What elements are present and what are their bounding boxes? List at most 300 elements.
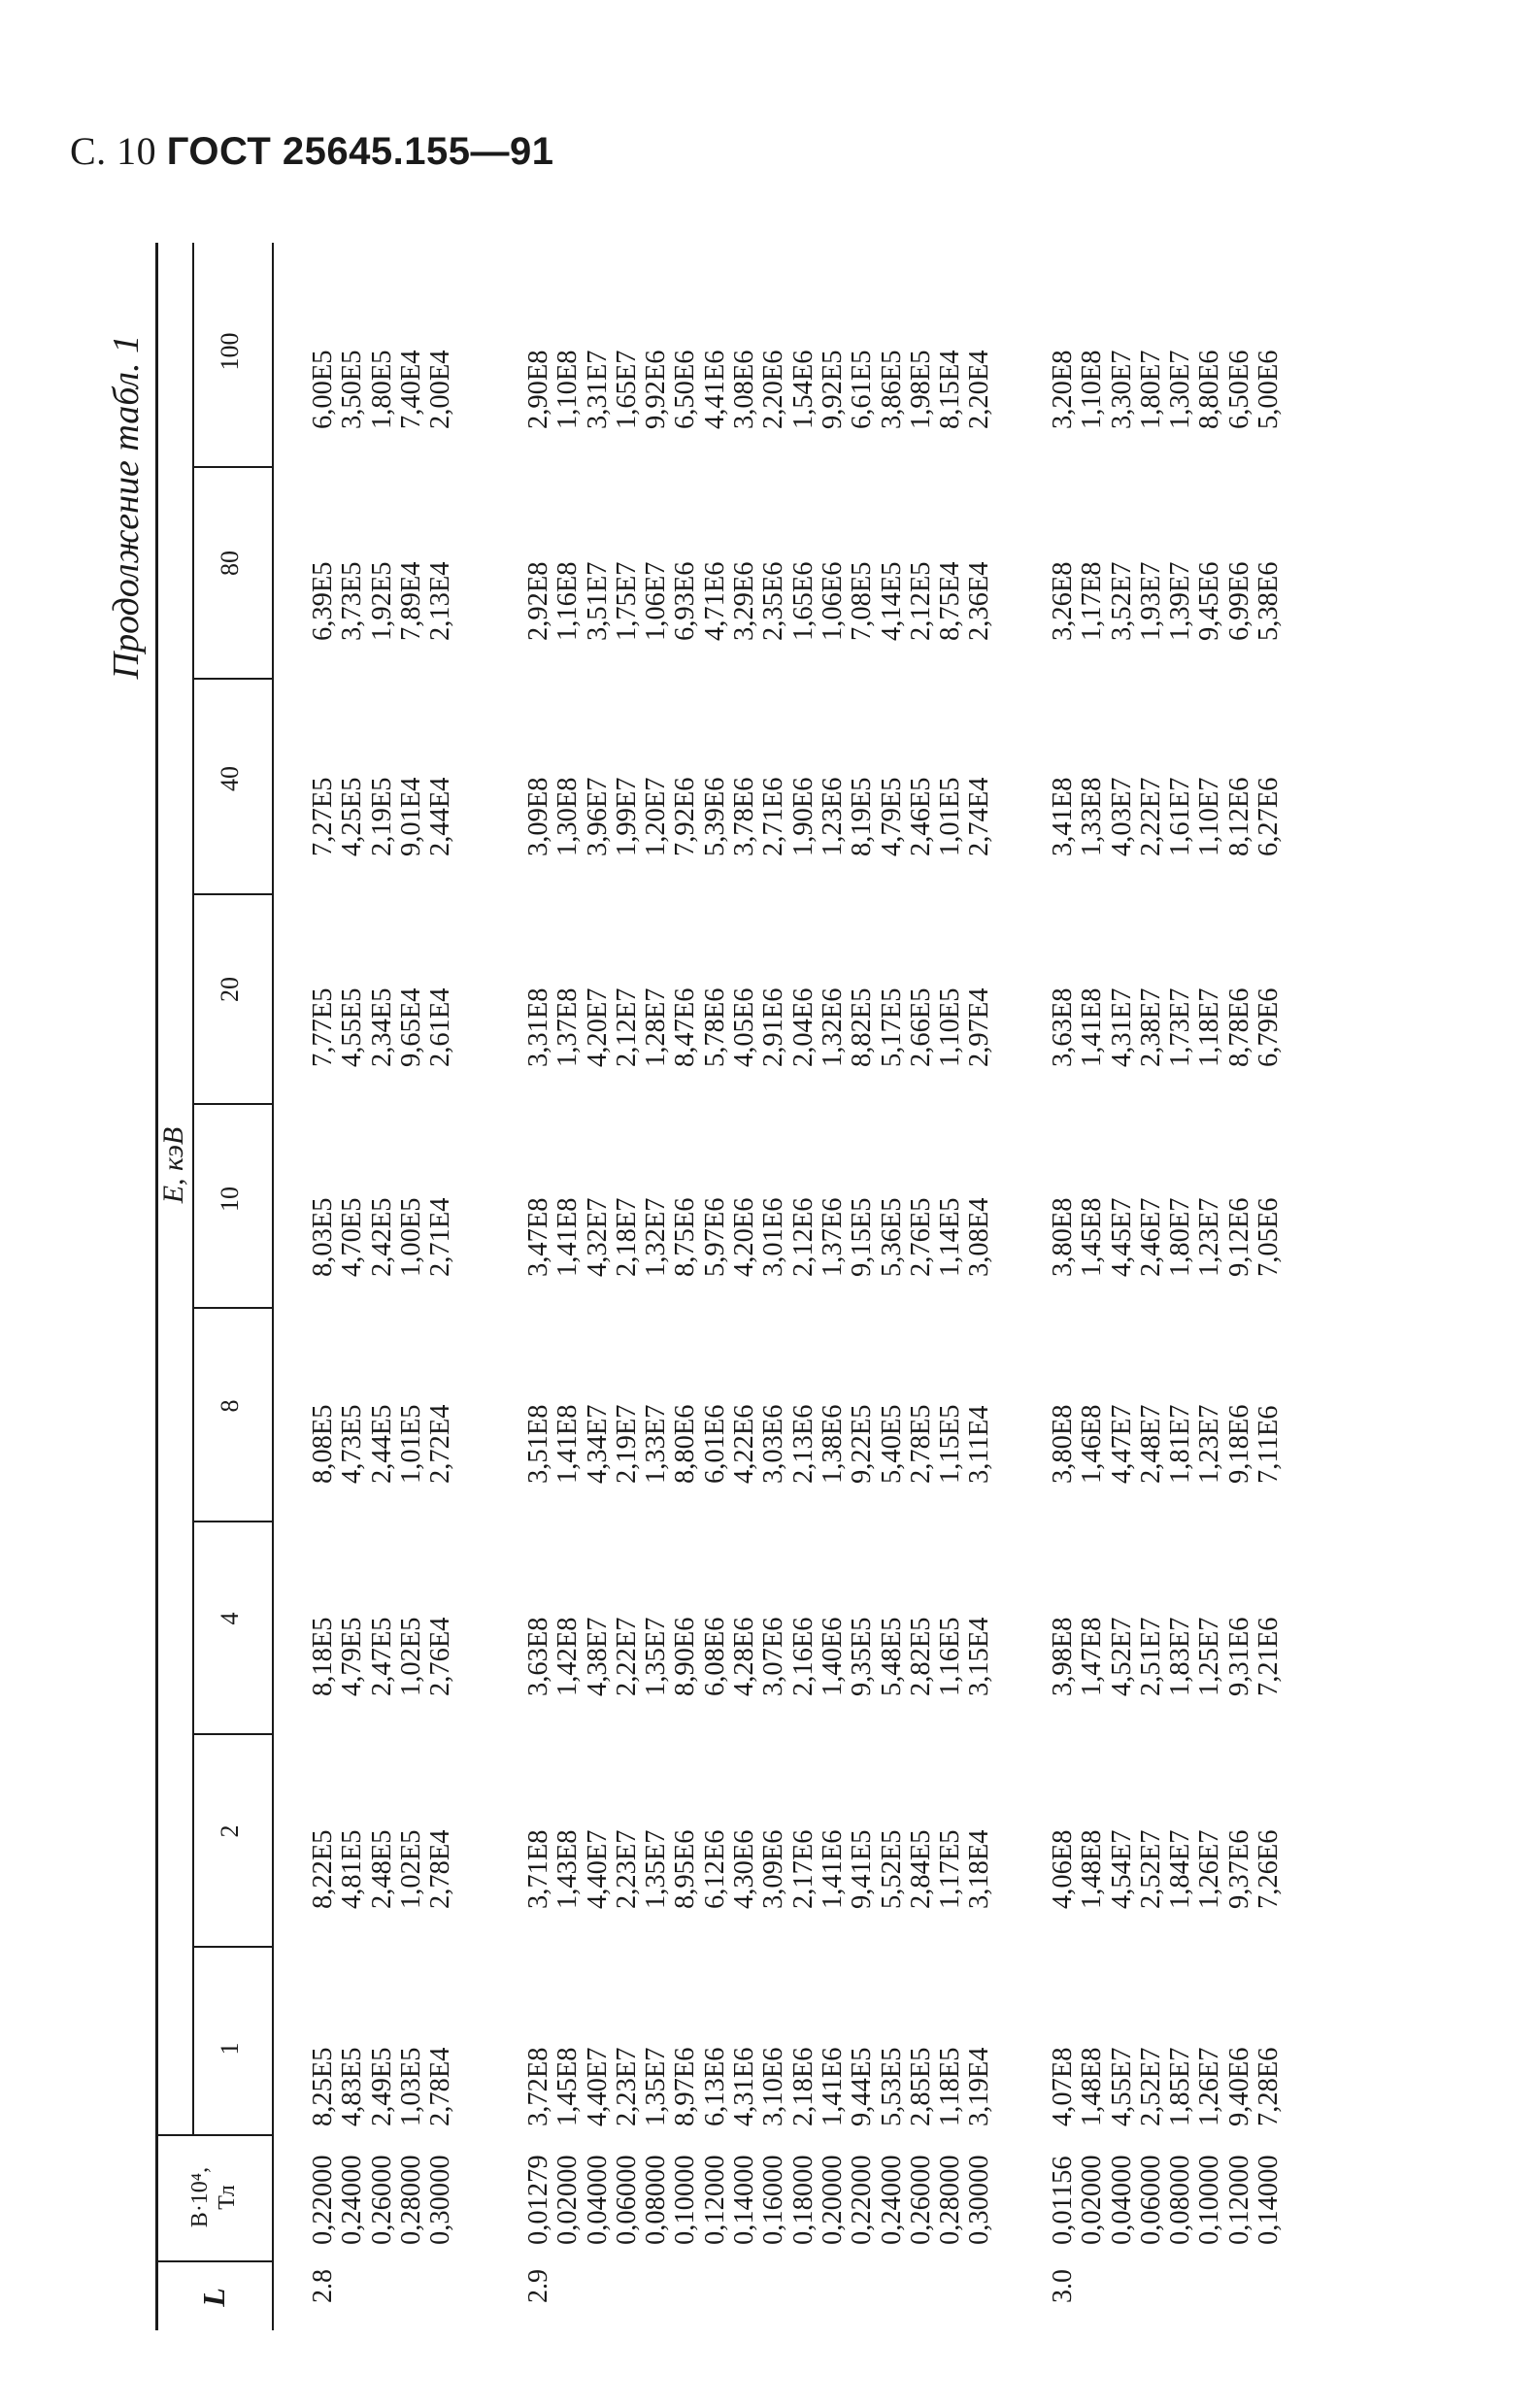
table-cell: 3,19E4 (964, 2047, 995, 2126)
table-cell: 4,55E5 (337, 987, 368, 1067)
table-cell: 4,81E5 (337, 1829, 368, 1909)
b-value: 0,30000 (425, 2155, 456, 2245)
table-cell: 5,36E5 (876, 1197, 907, 1277)
rule-b-e (155, 2134, 272, 2136)
table-cell: 1,48E8 (1077, 2047, 1108, 2126)
table-cell: 4,22E6 (729, 1404, 760, 1484)
table-cell: 1,99E7 (611, 777, 642, 856)
table-cell: 1,03E5 (395, 2047, 426, 2126)
energy-header-40: 40 (216, 766, 244, 791)
table-cell: 2,12E6 (787, 1197, 819, 1277)
table-cell: 2,20E6 (758, 350, 789, 429)
b-value: 0,14000 (1253, 2155, 1285, 2245)
table-cell: 2,19E5 (366, 777, 397, 856)
table-cell: 6,39E5 (308, 561, 338, 641)
table-cell: 3,26E8 (1048, 561, 1078, 641)
table-cell: 2,23E7 (611, 2047, 642, 2126)
table-top-rule (155, 243, 158, 2330)
table-cell: 3,51E8 (523, 1404, 553, 1484)
table-cell: 4,54E7 (1106, 1829, 1137, 1909)
table-cell: 3,63E8 (523, 1617, 553, 1696)
table-cell: 3,20E8 (1048, 350, 1078, 429)
table-caption: Продолжение табл. 1 (106, 335, 147, 680)
b-value: 0,30000 (964, 2155, 995, 2245)
table-cell: 1,26E7 (1194, 1829, 1225, 1909)
table-cell: 4,34E7 (582, 1404, 613, 1484)
table-cell: 8,80E6 (1194, 350, 1225, 429)
value-column-e-40 (524, 777, 995, 856)
energy-header-1: 1 (216, 2042, 244, 2056)
table-cell: 7,21E6 (1253, 1617, 1285, 1696)
table-cell: 2,44E5 (366, 1404, 397, 1484)
table-cell: 3,08E4 (964, 1197, 995, 1277)
table-cell: 2,18E6 (787, 2047, 819, 2126)
table-cell: 9,41E5 (847, 1829, 878, 1909)
table-cell: 6,12E6 (699, 1829, 730, 1909)
table-cell: 4,14E5 (876, 561, 907, 641)
table-cell: 2,78E4 (425, 2047, 456, 2126)
table-cell: 1,39E7 (1165, 561, 1196, 641)
table-cell: 9,65E4 (395, 987, 426, 1067)
table-cell: 5,53E5 (876, 2047, 907, 2126)
table-cell: 4,41E6 (699, 350, 730, 429)
table-cell: 2,49E5 (366, 2047, 397, 2126)
table-cell: 3,98E8 (1048, 1617, 1078, 1696)
table-cell: 3,31E7 (582, 350, 613, 429)
header-b (186, 2144, 241, 2251)
table-cell: 1,26E7 (1194, 2047, 1225, 2126)
table-cell: 4,20E6 (729, 1197, 760, 1277)
value-column-e-2 (1049, 1829, 1284, 1909)
table-cell: 3,96E7 (582, 777, 613, 856)
table-cell: 4,79E5 (337, 1617, 368, 1696)
table-cell: 1,75E7 (611, 561, 642, 641)
b-value: 0,04000 (582, 2155, 613, 2245)
table-cell: 1,73E7 (1165, 987, 1196, 1067)
table-cell: 2,38E7 (1135, 987, 1166, 1067)
table-cell: 2,71E6 (758, 777, 789, 856)
table-cell: 4,06E8 (1048, 1829, 1078, 1909)
table-cell: 1,46E8 (1077, 1404, 1108, 1484)
table-cell: 4,28E6 (729, 1617, 760, 1696)
table-cell: 3,41E8 (1048, 777, 1078, 856)
b-value: 0,20000 (817, 2155, 848, 2245)
energy-column-rule (194, 466, 272, 468)
table-cell: 1,06E6 (817, 561, 848, 641)
energy-column-rule (194, 678, 272, 680)
rule-l-b (155, 2260, 272, 2262)
table-cell: 9,45E6 (1194, 561, 1225, 641)
table-cell: 1,41E8 (552, 1197, 584, 1277)
table-cell: 8,08E5 (308, 1404, 338, 1484)
group-l-value: 2.8 (308, 2269, 338, 2303)
table-cell: 1,43E8 (552, 1829, 584, 1909)
table-cell: 3,63E8 (1048, 987, 1078, 1067)
table-cell: 1,65E6 (787, 561, 819, 641)
table-cell: 1,01E5 (935, 777, 966, 856)
table-cell: 8,15E4 (935, 350, 966, 429)
table-cell: 4,55E7 (1106, 2047, 1137, 2126)
table-cell: 9,15E5 (847, 1197, 878, 1277)
table-cell: 4,31E7 (1106, 987, 1137, 1067)
table-cell: 4,03E7 (1106, 777, 1137, 856)
table-cell: 1,30E8 (552, 777, 584, 856)
table-cell: 1,85E7 (1165, 2047, 1196, 2126)
table-cell: 3,71E8 (523, 1829, 553, 1909)
table-cell: 1,35E7 (641, 2047, 672, 2126)
table-cell: 7,28E6 (1253, 2047, 1285, 2126)
table-cell: 2,36E4 (964, 561, 995, 641)
table-cell: 3,30E7 (1106, 350, 1137, 429)
table-cell: 8,75E4 (935, 561, 966, 641)
table-cell: 3,78E6 (729, 777, 760, 856)
value-column-e-100 (309, 350, 455, 429)
b-value: 0,01156 (1048, 2156, 1078, 2245)
b-column (524, 2155, 995, 2245)
table-cell: 1,23E7 (1194, 1404, 1225, 1484)
value-column-e-20 (1049, 987, 1284, 1067)
value-column-e-100 (1049, 350, 1284, 429)
value-column-e-8 (524, 1404, 995, 1484)
table-cell: 9,12E6 (1223, 1197, 1254, 1277)
table-cell: 2,16E6 (787, 1617, 819, 1696)
table-cell: 1,65E7 (611, 350, 642, 429)
table-cell: 4,30E6 (729, 1829, 760, 1909)
table-cell: 6,50E6 (1223, 350, 1254, 429)
table-cell: 1,45E8 (552, 2047, 584, 2126)
table-cell: 1,33E8 (1077, 777, 1108, 856)
table-cell: 2,97E4 (964, 987, 995, 1067)
energy-column-rule (194, 1946, 272, 1948)
table-cell: 1,32E7 (641, 1197, 672, 1277)
table-cell: 5,39E6 (699, 777, 730, 856)
energy-column-rule (194, 1521, 272, 1522)
b-value: 0,02000 (1077, 2155, 1108, 2245)
value-column-e-80 (309, 561, 455, 641)
b-value: 0,12000 (1223, 2155, 1254, 2245)
table-cell: 1,61E7 (1165, 777, 1196, 856)
b-value: 0,28000 (395, 2155, 426, 2245)
table-cell: 4,70E5 (337, 1197, 368, 1277)
table-cell: 5,52E5 (876, 1829, 907, 1909)
table-cell: 7,27E5 (308, 777, 338, 856)
table-cell: 3,51E7 (582, 561, 613, 641)
table-cell: 1,02E5 (395, 1829, 426, 1909)
table-cell: 1,30E7 (1165, 350, 1196, 429)
table-cell: 2,44E4 (425, 777, 456, 856)
table-cell: 4,47E7 (1106, 1404, 1137, 1484)
table-cell: 1,23E7 (1194, 1197, 1225, 1277)
table-cell: 2,82E5 (905, 1617, 936, 1696)
table-cell: 1,10E7 (1194, 777, 1225, 856)
value-column-e-2 (524, 1829, 995, 1909)
value-column-e-40 (1049, 777, 1284, 856)
energy-header-8: 8 (216, 1399, 244, 1413)
table-cell: 7,08E5 (847, 561, 878, 641)
table-cell: 3,10E6 (758, 2047, 789, 2126)
table-cell: 8,18E5 (308, 1617, 338, 1696)
table-cell: 3,73E5 (337, 561, 368, 641)
table-cell: 1,10E5 (935, 987, 966, 1067)
table-cell: 3,09E6 (758, 1829, 789, 1909)
table-cell: 1,33E7 (641, 1404, 672, 1484)
table-cell: 8,12E6 (1223, 777, 1254, 856)
table-cell: 7,11E6 (1253, 1405, 1285, 1484)
table-cell: 2,72E4 (425, 1404, 456, 1484)
table-cell: 2,85E5 (905, 2047, 936, 2126)
table-cell: 3,29E6 (729, 561, 760, 641)
value-column-e-2 (309, 1829, 455, 1909)
table-cell: 1,35E7 (641, 1617, 672, 1696)
table-cell: 1,41E8 (552, 1404, 584, 1484)
table-cell: 5,38E6 (1253, 561, 1285, 641)
table-cell: 1,54E6 (787, 350, 819, 429)
value-column-e-8 (1049, 1404, 1284, 1484)
table-cell: 3,80E8 (1048, 1404, 1078, 1484)
table-cell: 3,50E5 (337, 350, 368, 429)
table-cell: 8,47E6 (670, 987, 701, 1067)
table-cell: 1,38E6 (817, 1404, 848, 1484)
table-cell: 8,03E5 (308, 1197, 338, 1277)
table-cell: 1,17E5 (935, 1829, 966, 1909)
table-cell: 7,92E6 (670, 777, 701, 856)
table-cell: 5,78E6 (699, 987, 730, 1067)
b-column (1049, 2155, 1284, 2245)
b-value: 0,12000 (699, 2155, 730, 2245)
table-cell: 4,73E5 (337, 1404, 368, 1484)
table-cell: 6,79E6 (1253, 987, 1285, 1067)
table-cell: 8,82E5 (847, 987, 878, 1067)
table-cell: 2,78E5 (905, 1404, 936, 1484)
table-cell: 2,51E7 (1135, 1617, 1166, 1696)
table-cell: 8,19E5 (847, 777, 878, 856)
table-cell: 3,07E6 (758, 1617, 789, 1696)
value-column-e-10 (309, 1197, 455, 1277)
value-column-e-100 (524, 350, 995, 429)
value-column-e-1 (309, 2047, 455, 2126)
table-cell: 2,12E7 (611, 987, 642, 1067)
table-cell: 6,93E6 (670, 561, 701, 641)
table-cell: 1,40E6 (817, 1617, 848, 1696)
b-value: 0,06000 (611, 2155, 642, 2245)
energy-header-80: 80 (216, 551, 244, 576)
table-cell: 8,90E6 (670, 1617, 701, 1696)
energy-header-2: 2 (216, 1824, 244, 1838)
table-cell: 2,66E5 (905, 987, 936, 1067)
table-cell: 1,20E7 (641, 777, 672, 856)
table-cell: 1,37E8 (552, 987, 584, 1067)
table-cell: 2,52E7 (1135, 2047, 1166, 2126)
table-cell: 2,18E7 (611, 1197, 642, 1277)
table-cell: 2,78E4 (425, 1829, 456, 1909)
table-cell: 2,48E5 (366, 1829, 397, 1909)
table-cell: 8,97E6 (670, 2047, 701, 2126)
table-cell: 2,76E5 (905, 1197, 936, 1277)
table-cell: 1,02E5 (395, 1617, 426, 1696)
table-cell: 5,97E6 (699, 1197, 730, 1277)
table-cell: 6,00E5 (308, 350, 338, 429)
table-cell: 2,61E4 (425, 987, 456, 1067)
table-cell: 2,17E6 (787, 1829, 819, 1909)
value-column-e-1 (1049, 2047, 1284, 2126)
table-cell: 2,76E4 (425, 1617, 456, 1696)
value-column-e-4 (309, 1617, 455, 1696)
table-cell: 2,34E5 (366, 987, 397, 1067)
table-cell: 1,83E7 (1165, 1617, 1196, 1696)
table-cell: 1,32E6 (817, 987, 848, 1067)
table-cell: 7,40E4 (395, 350, 426, 429)
b-value: 0,24000 (337, 2155, 368, 2245)
table-cell: 1,10E8 (552, 350, 584, 429)
rotated-table-block (97, 243, 1452, 2408)
table-cell: 8,80E6 (670, 1404, 701, 1484)
table-cell: 2,46E5 (905, 777, 936, 856)
group-l-value: 2.9 (523, 2269, 553, 2303)
table-cell: 2,00E4 (425, 350, 456, 429)
table-cell: 2,19E7 (611, 1404, 642, 1484)
table-cell: 8,25E5 (308, 2047, 338, 2126)
energy-header-20: 20 (216, 977, 244, 1002)
b-value: 0,16000 (758, 2155, 789, 2245)
table-cell: 5,00E6 (1253, 350, 1285, 429)
table-cell: 4,32E7 (582, 1197, 613, 1277)
b-value: 0,26000 (905, 2155, 936, 2245)
b-value: 0,18000 (787, 2155, 819, 2245)
table-cell: 4,31E6 (729, 2047, 760, 2126)
table-cell: 1,45E8 (1077, 1197, 1108, 1277)
table-cell: 8,75E6 (670, 1197, 701, 1277)
table-cell: 8,22E5 (308, 1829, 338, 1909)
b-value: 0,02000 (552, 2155, 584, 2245)
table-cell: 1,41E6 (817, 1829, 848, 1909)
table-cell: 3,15E4 (964, 1617, 995, 1696)
table-cell: 2,46E7 (1135, 1197, 1166, 1277)
table-cell: 4,71E6 (699, 561, 730, 641)
b-value: 0,08000 (641, 2155, 672, 2245)
table-cell: 3,11E4 (964, 1405, 995, 1484)
b-value: 0,10000 (670, 2155, 701, 2245)
table-cell: 3,01E6 (758, 1197, 789, 1277)
table-cell: 2,71E4 (425, 1197, 456, 1277)
table-cell: 1,92E5 (366, 561, 397, 641)
table-cell: 2,22E7 (611, 1617, 642, 1696)
b-value: 0,04000 (1106, 2155, 1137, 2245)
table-cell: 7,77E5 (308, 987, 338, 1067)
table-cell: 2,84E5 (905, 1829, 936, 1909)
table-cell: 4,83E5 (337, 2047, 368, 2126)
page-header (70, 128, 553, 174)
table-cell: 9,37E6 (1223, 1829, 1254, 1909)
table-cell: 4,79E5 (876, 777, 907, 856)
table-cell: 2,48E7 (1135, 1404, 1166, 1484)
table-cell: 3,18E4 (964, 1829, 995, 1909)
energy-header-10: 10 (216, 1187, 244, 1212)
table-cell: 3,47E8 (523, 1197, 553, 1277)
energy-header-4: 4 (216, 1612, 244, 1625)
table-cell: 7,05E6 (1253, 1197, 1285, 1277)
standard-number: ГОСТ 25645.155—91 (166, 130, 554, 173)
table-cell: 2,23E7 (611, 1829, 642, 1909)
b-value: 0,08000 (1165, 2155, 1196, 2245)
table-cell: 2,22E7 (1135, 777, 1166, 856)
table-cell: 1,84E7 (1165, 1829, 1196, 1909)
page-number: С. 10 (70, 129, 157, 173)
b-value: 0,28000 (935, 2155, 966, 2245)
table-cell: 4,40E7 (582, 1829, 613, 1909)
energy-column-rule (194, 893, 272, 895)
table-cell: 6,27E6 (1253, 777, 1285, 856)
table-cell: 1,80E7 (1135, 350, 1166, 429)
b-value: 0,22000 (847, 2155, 878, 2245)
table-cell: 9,92E5 (817, 350, 848, 429)
table-cell: 3,72E8 (523, 2047, 553, 2126)
table-cell: 4,05E6 (729, 987, 760, 1067)
table-cell: 1,16E8 (552, 561, 584, 641)
table-cell: 4,45E7 (1106, 1197, 1137, 1277)
table-cell: 2,13E6 (787, 1404, 819, 1484)
value-column-e-20 (524, 987, 995, 1067)
table-cell: 5,17E5 (876, 987, 907, 1067)
table-cell: 2,90E8 (523, 350, 553, 429)
table-cell: 1,18E7 (1194, 987, 1225, 1067)
table-cell: 1,06E7 (641, 561, 672, 641)
data-table (155, 243, 1452, 2330)
table-cell: 4,07E8 (1048, 2047, 1078, 2126)
b-value: 0,01279 (523, 2155, 553, 2245)
table-cell: 1,90E6 (787, 777, 819, 856)
table-cell: 3,03E6 (758, 1404, 789, 1484)
value-column-e-40 (309, 777, 455, 856)
table-cell: 5,48E5 (876, 1617, 907, 1696)
energy-column-rule (194, 1733, 272, 1735)
table-cell: 3,09E8 (523, 777, 553, 856)
b-value: 0,26000 (366, 2155, 397, 2245)
b-value: 0,14000 (729, 2155, 760, 2245)
table-cell: 3,80E8 (1048, 1197, 1078, 1277)
table-cell: 1,25E7 (1194, 1617, 1225, 1696)
table-cell: 1,98E5 (905, 350, 936, 429)
table-cell: 1,28E7 (641, 987, 672, 1067)
header-energy: E, кэВ (157, 1126, 189, 1204)
energy-header-rule (192, 243, 194, 2136)
value-column-e-80 (524, 561, 995, 641)
table-cell: 6,08E6 (699, 1617, 730, 1696)
table-cell: 8,78E6 (1223, 987, 1254, 1067)
table-cell: 1,18E5 (935, 2047, 966, 2126)
table-cell: 1,80E5 (366, 350, 397, 429)
table-cell: 3,08E6 (729, 350, 760, 429)
table-cell: 9,92E6 (641, 350, 672, 429)
table-cell: 1,42E8 (552, 1617, 584, 1696)
table-cell: 9,18E6 (1223, 1404, 1254, 1484)
table-cell: 1,10E8 (1077, 350, 1108, 429)
value-column-e-10 (524, 1197, 995, 1277)
table-cell: 9,31E6 (1223, 1617, 1254, 1696)
energy-column-rule (194, 1307, 272, 1309)
table-cell: 7,26E6 (1253, 1829, 1285, 1909)
table-cell: 1,93E7 (1135, 561, 1166, 641)
table-cell: 2,42E5 (366, 1197, 397, 1277)
header-b-line2: Тл (215, 2185, 240, 2210)
table-cell: 4,25E5 (337, 777, 368, 856)
table-cell: 2,92E8 (523, 561, 553, 641)
table-cell: 6,01E6 (699, 1404, 730, 1484)
value-column-e-4 (1049, 1617, 1284, 1696)
table-cell: 3,52E7 (1106, 561, 1137, 641)
table-cell: 9,35E5 (847, 1617, 878, 1696)
table-cell: 1,23E6 (817, 777, 848, 856)
table-cell: 7,89E4 (395, 561, 426, 641)
